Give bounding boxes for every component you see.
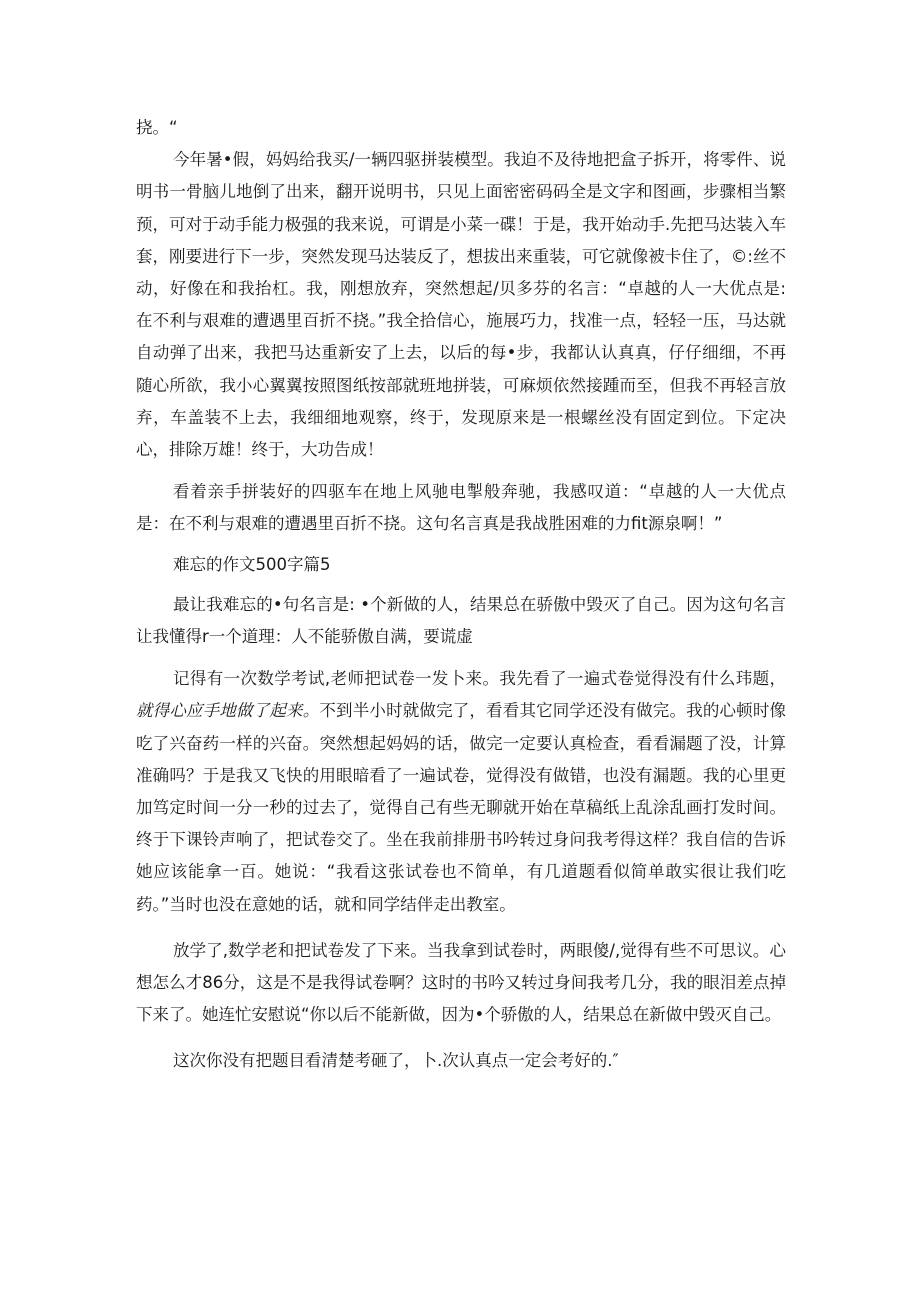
math-exam-text-end: 不到半小时就做完了，看看其它同学还没有做完。我的心顿时像吃了兴奋药一样的兴奋。突然想起妈妈的话，做完一定要认真检查，看看漏题了没，计算准确吗？于是我又飞快的用眼暗看了一遍试卷，觉得没有做错，也没有漏题。我的心里更加笃定时间一分一秒的过去了，觉得自己有些无聊就开始在草稿纸上乱涂乱画打发时间。终于下课铃声响了，把试卷交了。坐在我前排册书吟转过身问我考得这样？我自信的告诉她应该能拿一百。她说：“我看这张试卷也不简单，有几道题看似简单敢实很让我们吃药。”当时也没在意她的话，就和同学结伴走出教室。 bbox=[136, 701, 787, 914]
paragraph-after-school: 放学了,数学老和把试卷发了下来。当我拿到试卷时，两眼傻/,觉得有些不可思议。心想怎么才86分，这是不是我得试卷啊？这时的书吟又转过身间我考几分，我的眼泪差点掉下来了。她连忙安慰说“你以后不能新做，因为•个骄傲的人，结果总在新做中毁灭自己。 bbox=[136, 940, 786, 1025]
paragraph-math-exam bbox=[136, 663, 786, 921]
math-exam-italic-text: 就得心应手地做了起来。 bbox=[136, 701, 320, 721]
math-exam-text-start: 记得有一次数学考试,老师把试卷一发卜来。我先看了一遍式卷觉得没有什么玮题， bbox=[173, 669, 786, 689]
paragraph-closing: 这次你没有把题目看清楚考砸了，卜.次认真点一定会考好的.″ bbox=[173, 1051, 619, 1071]
document-body bbox=[136, 112, 786, 1078]
essay-heading: 难忘的作文500字篇5 bbox=[173, 554, 331, 574]
paragraph-model-car: 今年暑•假，妈妈给我买/一辆四驱拼装模型。我迫不及待地把盒子拆开，将零件、说明书一骨脑儿地倒了出来，翻开说明书，只见上面密密码码全是文字和图画，步骤相当繁预，可对于动手能力极强的我来说，可谓是小菜一碟！于是，我开始动手.先把马达装入车套，刚要进行下一步，突然发现马达装反了，想拔出来重装，可它就像被卡住了，©:丝不动，好像在和我抬杠。我，刚想放弃，突然想起/贝多芬的名言：“卓越的人一大优点是: 在不利与艰难的遭遇里百折不挠。”我全拾信心，施展巧力，找准一点，轻轻一压，马达就自动弹了出来，我把马达重新安了上去，以后的每•步，我都认认真真，仔仔细细，不再随心所欲，我小心翼翼按照图纸按部就班地拼装，可麻烦依然接踵而至，但我不再轻言放弃，车盖装不上去，我细细地观察，终于，发现原来是一根螺丝没有固定到位。下定决心，排除万雄！终于，大功告成！ bbox=[136, 150, 786, 460]
paragraph-continuation: 挠。“ bbox=[136, 118, 178, 137]
paragraph-quote: 最让我难忘的•句名言是: •个新做的人，结果总在骄傲中毁灭了自己。因为这句名言让我懂得r一个道理：人不能骄傲自满，要谎虚 bbox=[136, 594, 786, 647]
paragraph-four-wheel-drive: 看着亲手拼装好的四驱车在地上风驰电掣般奔驰，我感叹道：“卓越的人一大优点是：在不利与艰难的遭遇里百折不挠。这句名言真是我战胜困难的力fit源泉啊！” bbox=[136, 482, 786, 534]
